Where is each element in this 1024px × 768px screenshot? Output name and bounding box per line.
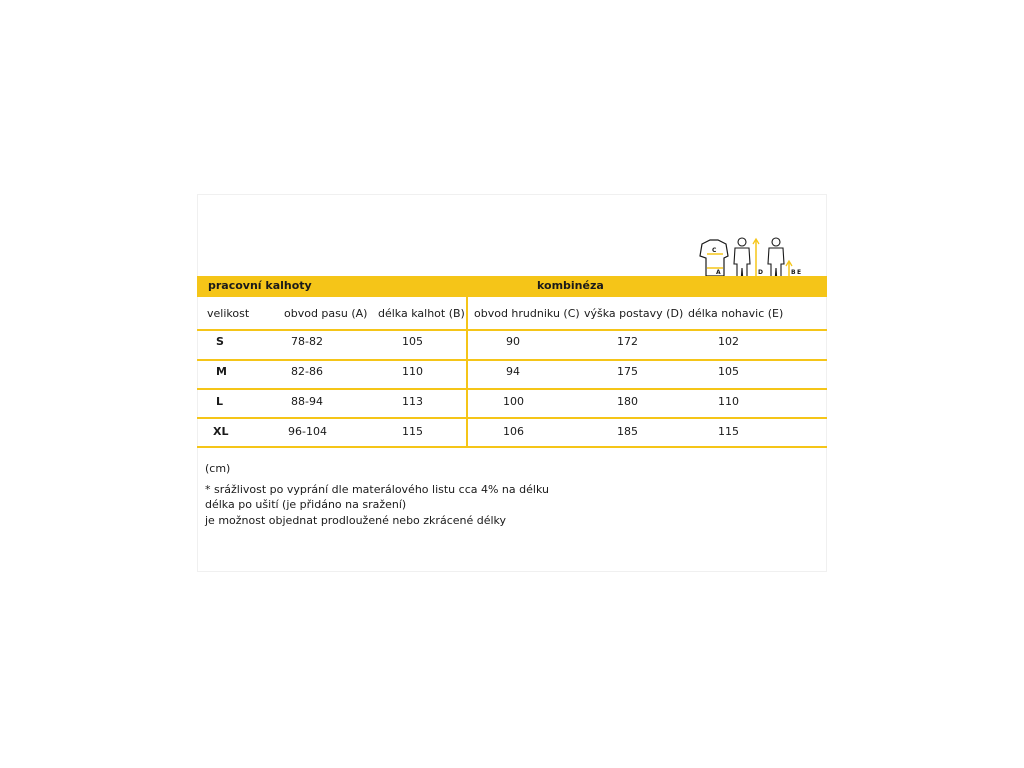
- table-cell-height: 172: [617, 335, 638, 348]
- diagram-label-c: C: [712, 247, 717, 254]
- table-cell-leg-length: 115: [718, 425, 739, 438]
- column-header-size: velikost: [207, 307, 250, 320]
- table-cell-trouser-length: 110: [402, 365, 423, 378]
- column-header-trouser-length: délka kalhot (B): [378, 307, 465, 320]
- diagram-label-a: A: [716, 269, 721, 276]
- table-cell-leg-length: 105: [718, 365, 739, 378]
- shrinkage-note: * srážlivost po vyprání dle materálového listu cca 4% na délku: [205, 483, 549, 496]
- unit-note: (cm): [205, 462, 231, 475]
- table-cell-leg-length: 102: [718, 335, 739, 348]
- group-label-trousers: pracovní kalhoty: [208, 279, 312, 292]
- group-separator: [466, 297, 468, 447]
- table-cell-waist: 88-94: [291, 395, 323, 408]
- diagram-label-d: D: [758, 269, 763, 276]
- table-cell-size: L: [216, 395, 224, 408]
- table-cell-chest: 94: [506, 365, 520, 378]
- table-cell-leg-length: 110: [718, 395, 739, 408]
- table-cell-chest: 100: [503, 395, 524, 408]
- row-divider: [197, 359, 827, 361]
- row-divider: [197, 329, 827, 331]
- diagram-label-b: B: [791, 269, 796, 276]
- table-cell-chest: 106: [503, 425, 524, 438]
- table-cell-trouser-length: 105: [402, 335, 423, 348]
- length-note: délka po ušití (je přidáno na sražení): [205, 498, 407, 511]
- row-divider: [197, 388, 827, 390]
- custom-length-note: je možnost objednat prodloužené nebo zkrácené délky: [205, 514, 507, 527]
- table-cell-trouser-length: 115: [402, 425, 423, 438]
- table-cell-height: 185: [617, 425, 638, 438]
- table-cell-size: S: [216, 335, 224, 348]
- table-cell-size: XL: [213, 425, 229, 438]
- row-divider: [197, 446, 827, 448]
- column-header-chest: obvod hrudniku (C): [474, 307, 580, 320]
- column-header-waist: obvod pasu (A): [284, 307, 368, 320]
- table-cell-waist: 78-82: [291, 335, 323, 348]
- group-label-overall: kombinéza: [537, 279, 604, 292]
- table-cell-chest: 90: [506, 335, 520, 348]
- table-cell-waist: 96-104: [288, 425, 327, 438]
- table-cell-height: 175: [617, 365, 638, 378]
- column-header-height: výška postavy (D): [584, 307, 684, 320]
- table-cell-size: M: [216, 365, 227, 378]
- table-cell-trouser-length: 113: [402, 395, 423, 408]
- row-divider: [197, 417, 827, 419]
- diagram-label-e: E: [797, 269, 802, 276]
- column-header-leg-length: délka nohavic (E): [688, 307, 784, 320]
- table-cell-waist: 82-86: [291, 365, 323, 378]
- table-cell-height: 180: [617, 395, 638, 408]
